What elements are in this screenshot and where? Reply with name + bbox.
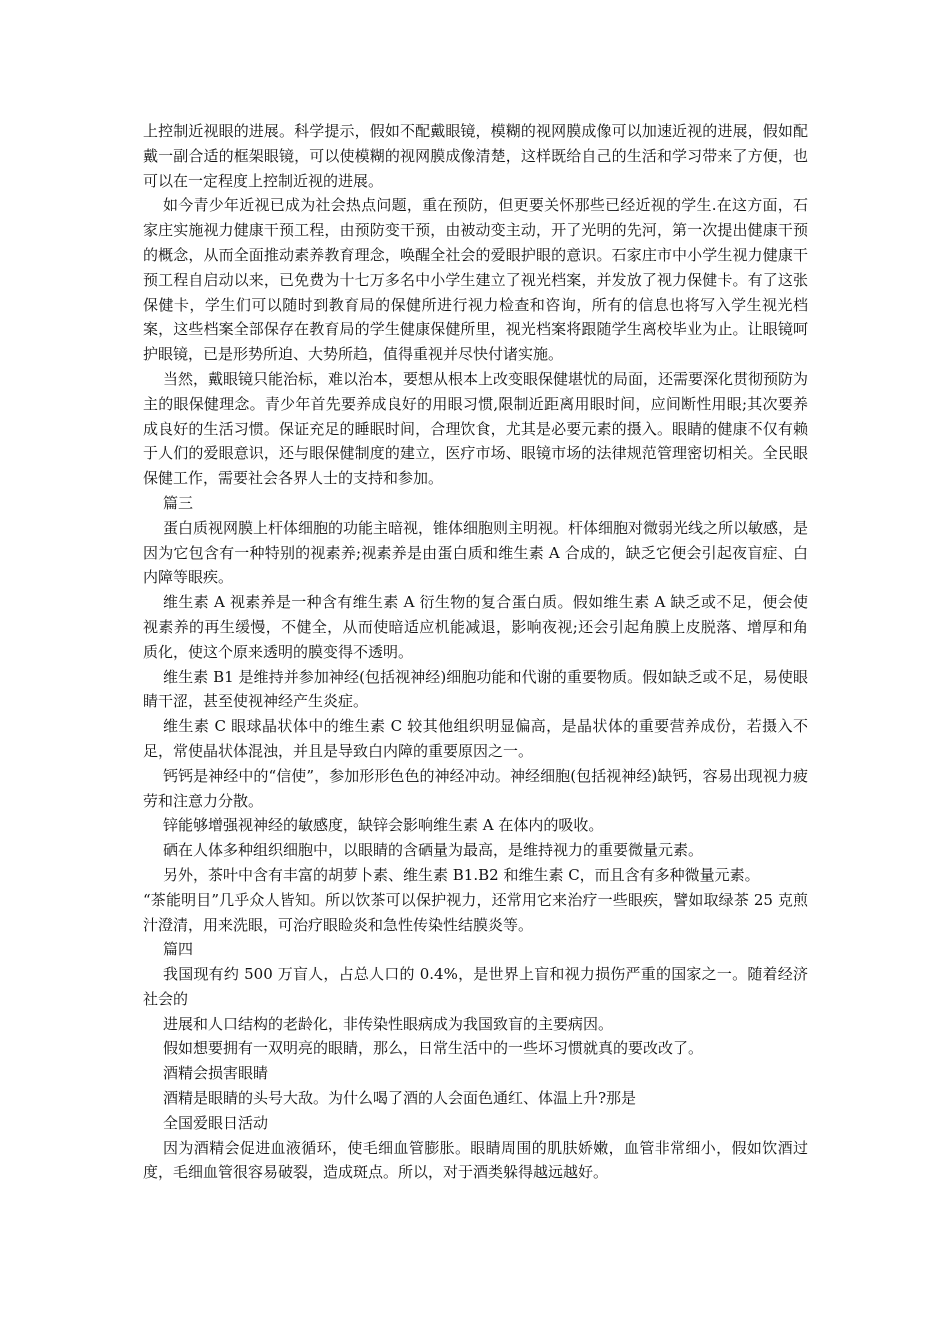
paragraph: 上控制近视眼的进展。科学提示，假如不配戴眼镜，模糊的视网膜成像可以加速近视的进展，假如配戴一副合适的框架眼镜，可以使模糊的视网膜成像清楚，这样既给自己的生活和学习带来了方便，也可以在一定程度上控制近视的进展。 [143, 122, 808, 190]
paragraph: 维生素 C 眼球晶状体中的维生素 C 较其他组织明显偏高，是晶状体的重要营养成份，若摄入不足，常使晶状体混浊，并且是导致白内障的重要原因之一。 [143, 717, 808, 760]
paragraph: 钙钙是神经中的“信使”，参加形形色色的神经冲动。神经细胞(包括视神经)缺钙，容易出现视力疲劳和注意力分散。 [143, 766, 808, 810]
paragraph: 我国现有约 500 万盲人，占总人口的 0.4%，是世界上盲和视力损伤严重的国家之一。随着经济社会的 [143, 965, 808, 1008]
section-heading: 篇三 [163, 493, 194, 512]
paragraph: 当然，戴眼镜只能治标，难以治本，要想从根本上改变眼保健堪忧的局面，还需要深化贯彻预防为主的眼保健理念。青少年首先要养成良好的用眼习惯,限制近距离用眼时间，应间断性用眼;其次要养成良好的生活习惯。保证充足的睡眠时间，合理饮食，尤其是必要元素的摄入。眼睛的健康不仅有赖于人们的爱眼意识，还与眼保健制度的建立，医疗市场、眼镜市场的法律规范管理密切相关。全民眼保健工作，需要社会各界人士的支持和参加。 [143, 369, 809, 488]
subheading: 全国爱眼日活动 [163, 1113, 269, 1132]
subheading: 酒精会损害眼睛 [163, 1064, 269, 1083]
paragraph: 硒在人体多种组织细胞中，以眼睛的含硒量为最高，是维持视力的重要微量元素。 [163, 841, 704, 860]
paragraph: 进展和人口结构的老龄化，非传染性眼病成为我国致盲的主要病因。 [163, 1014, 614, 1033]
document-body [143, 119, 808, 1185]
paragraph: 蛋白质视网膜上杆体细胞的功能主暗视，锥体细胞则主明视。杆体细胞对微弱光线之所以敏感，是因为它包含有一种特别的视素养;视素养是由蛋白质和维生素 A 合成的，缺乏它便会引起夜盲症、白内障等眼疾。 [143, 518, 809, 587]
paragraph: “茶能明目”几乎众人皆知。所以饮茶可以保护视力，还常用它来治疗一些眼疾，譬如取绿茶 25 克煎汁澄清，用来洗眼，可治疗眼睑炎和急性传染性结膜炎等。 [143, 890, 808, 934]
paragraph: 另外，茶叶中含有丰富的胡萝卜素、维生素 B1.B2 和维生素 C，而且含有多种微量元素。 [163, 865, 760, 884]
paragraph: 维生素 A 视素养是一种含有维生素 A 衍生物的复合蛋白质。假如维生素 A 缺乏或不足，便会使视素养的再生缓慢，不健全，从而使暗适应机能减退，影响夜视;还会引起角膜上皮脱落、增厚和角质化，使这个原来透明的膜变得不透明。 [143, 593, 808, 661]
paragraph: 维生素 B1 是维持并参加神经(包括视神经)细胞功能和代谢的重要物质。假如缺乏或不足，易使眼睛干涩，甚至使视神经产生炎症。 [143, 667, 808, 711]
section-heading: 篇四 [163, 940, 194, 959]
paragraph: 锌能够增强视神经的敏感度，缺锌会影响维生素 A 在体内的吸收。 [163, 816, 604, 835]
paragraph: 酒精是眼睛的头号大敌。为什么喝了酒的人会面色通红、体温上升?那是 [163, 1089, 637, 1108]
paragraph: 如今青少年近视已成为社会热点问题，重在预防，但更要关怀那些已经近视的学生.在这方面，石家庄实施视力健康干预工程，由预防变干预，由被动变主动，开了光明的先河，第一次提出健康干预的概念，从而全面推动素养教育理念，唤醒全社会的爱眼护眼的意识。石家庄市中小学生视力健康干预工程自启动以来，已免费为十七万多名中小学生建立了视光档案，并发放了视力保健卡。有了这张保健卡，学生们可以随时到教育局的保健所进行视力检查和咨询，所有的信息也将写入学生视光档案，这些档案全部保存在教育局的学生健康保健所里，视光档案将跟随学生离校毕业为止。让眼镜呵护眼镜，已是形势所迫、大势所趋，值得重视并尽快付诸实施。 [143, 196, 808, 364]
paragraph: 假如想要拥有一双明亮的眼睛，那么，日常生活中的一些坏习惯就真的要改改了。 [163, 1039, 704, 1058]
paragraph: 因为酒精会促进血液循环，使毛细血管膨胀。眼睛周围的肌肤娇嫩，血管非常细小，假如饮酒过度，毛细血管很容易破裂，造成斑点。所以，对于酒类躲得越远越好。 [143, 1138, 808, 1182]
